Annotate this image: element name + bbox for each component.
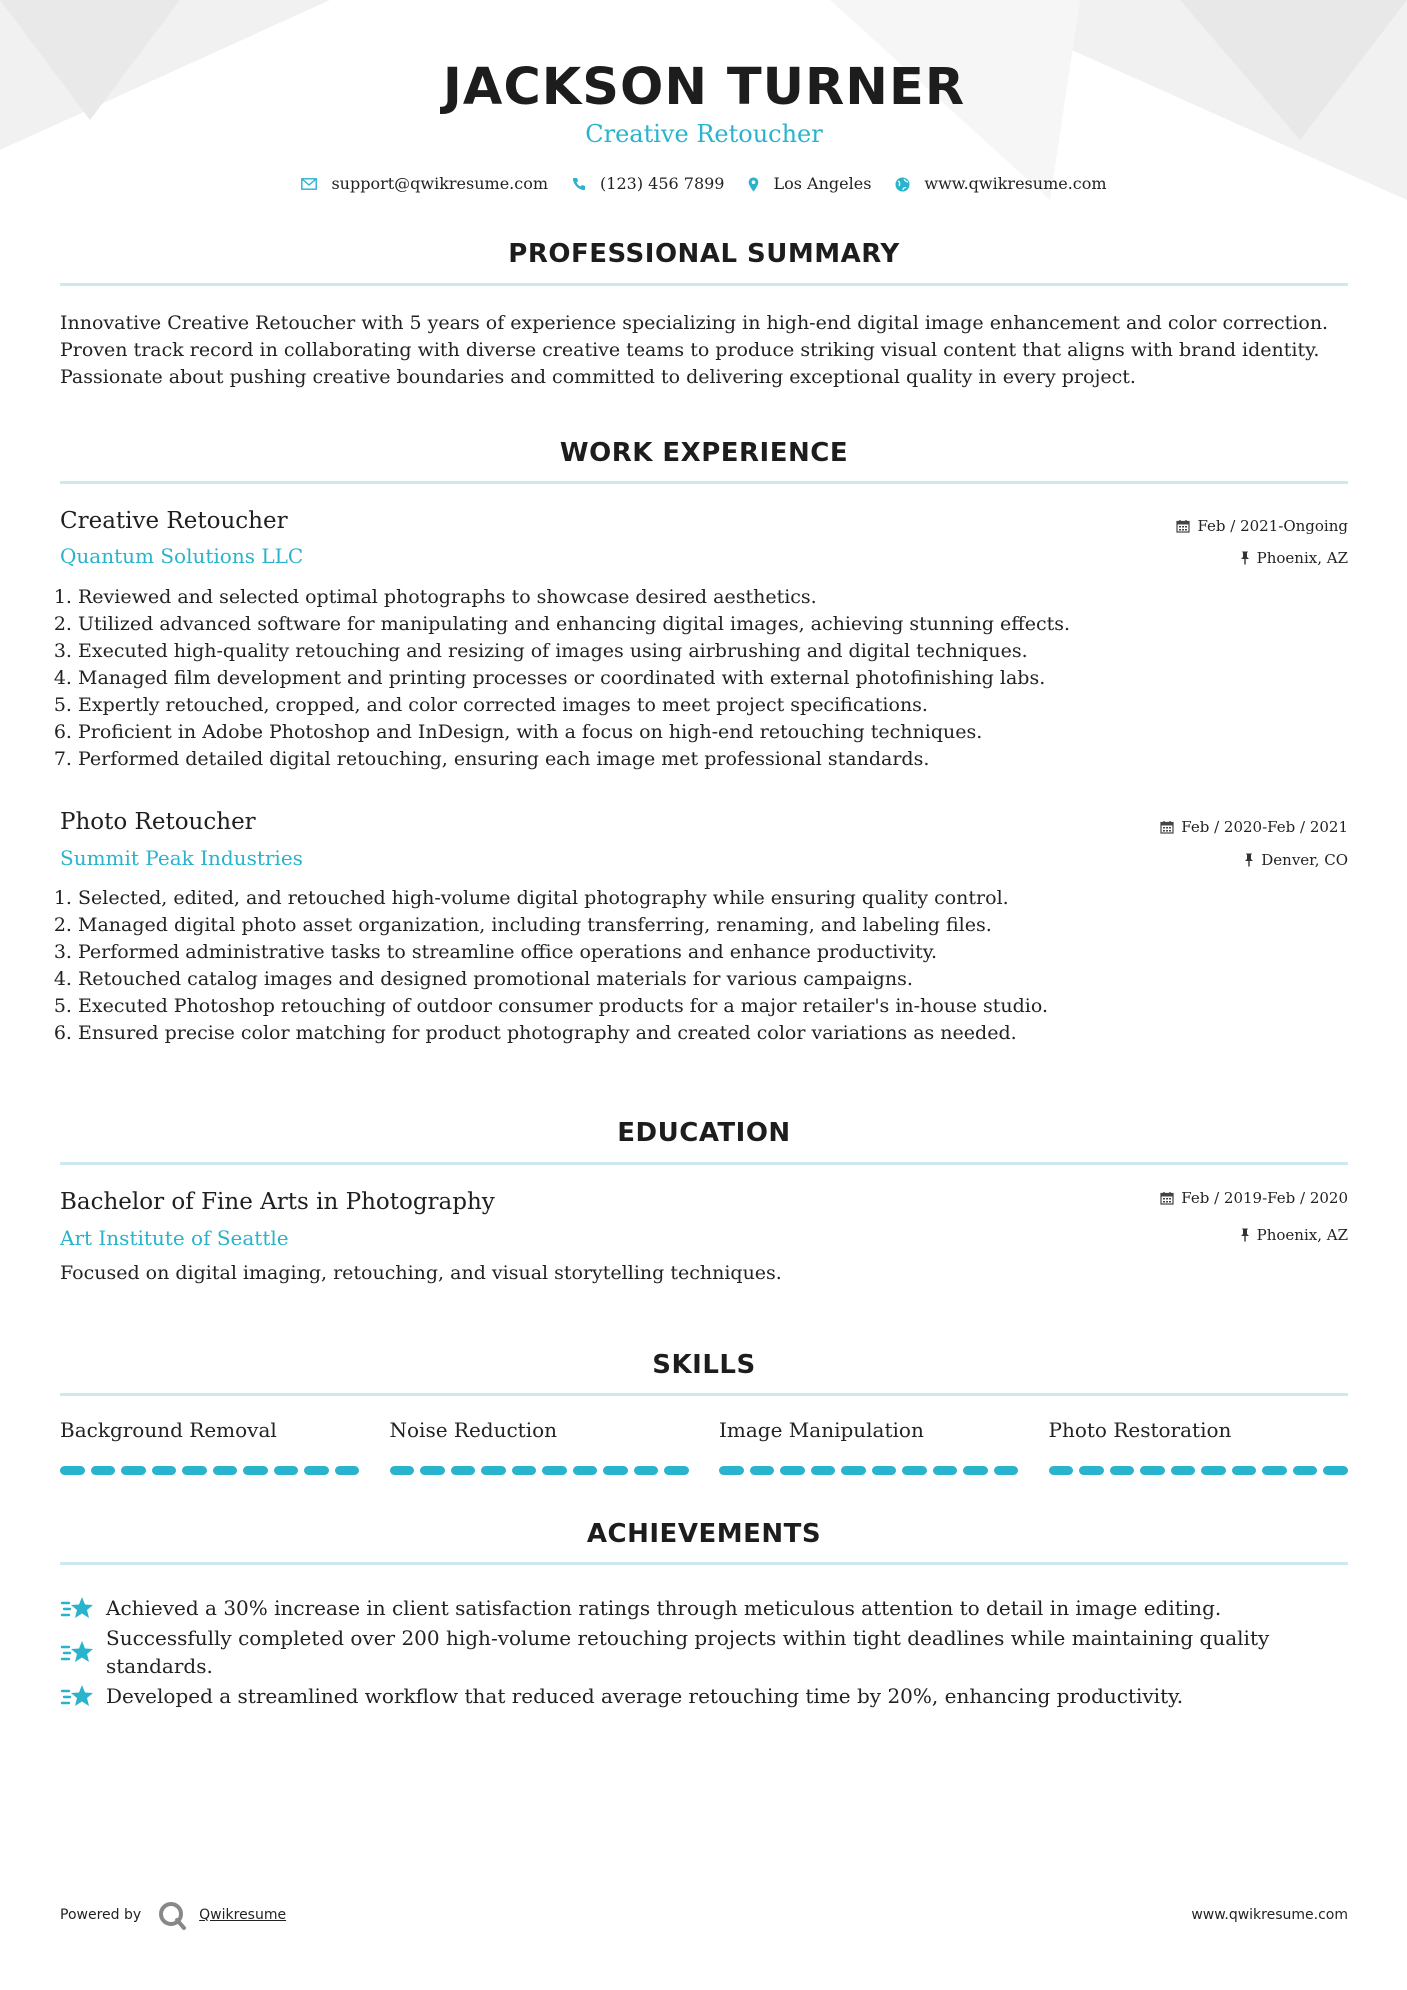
education-location-text: Phoenix, AZ — [1256, 1226, 1348, 1244]
skill-level-segment — [933, 1466, 958, 1475]
job-bullet: 2. Utilized advanced software for manipulating and enhancing digital images, achieving stunning effects. — [78, 611, 1366, 638]
skill-name: Photo Restoration — [1048, 1418, 1232, 1442]
education-school: Art Institute of Seattle — [60, 1226, 289, 1250]
contact-website-text: www.qwikresume.com — [924, 174, 1107, 193]
achievement-text: Achieved a 30% increase in client satisfaction ratings through meticulous attention to detail in image editing. — [106, 1596, 1222, 1620]
skill-level-segment — [152, 1466, 177, 1475]
calendar-icon — [1160, 1191, 1174, 1205]
job-bullet: 1. Reviewed and selected optimal photographs to showcase desired aesthetics. — [78, 584, 1366, 611]
skill-level-segment — [719, 1466, 744, 1475]
skill-level-segment — [963, 1466, 988, 1475]
skill-level-segment — [451, 1466, 476, 1475]
job-bullet: 6. Proficient in Adobe Photoshop and InDesign, with a focus on high-end retouching techniques. — [78, 719, 1366, 746]
job-bullet: 6. Ensured precise color matching for product photography and created color variations as needed. — [78, 1020, 1366, 1047]
job-bullet: 5. Expertly retouched, cropped, and color corrected images to meet project specifications. — [78, 692, 1366, 719]
job-bullet: 3. Performed administrative tasks to streamline office operations and enhance productivity. — [78, 939, 1366, 966]
skill-level-segment — [390, 1466, 415, 1475]
skill-level-bar — [60, 1466, 360, 1475]
footer-brand-link[interactable]: Qwikresume — [199, 1907, 287, 1923]
contact-phone[interactable] — [572, 170, 724, 198]
pushpin-icon — [1244, 853, 1254, 867]
skill-level-segment — [420, 1466, 445, 1475]
job-location-text: Phoenix, AZ — [1256, 549, 1348, 567]
skill-level-segment — [841, 1466, 866, 1475]
section-divider — [60, 481, 1348, 484]
job-bullet: 5. Executed Photoshop retouching of outdoor consumer products for a major retailer's in-house studio. — [78, 993, 1366, 1020]
skill-level-segment — [1262, 1466, 1287, 1475]
skill-level-segment — [1293, 1466, 1318, 1475]
education-description: Focused on digital imaging, retouching, and visual storytelling techniques. — [60, 1262, 782, 1284]
powered-by-label: Powered by — [60, 1907, 142, 1923]
skill-item — [390, 1416, 690, 1475]
skill-level-segment — [1049, 1466, 1074, 1475]
job-location-text: Denver, CO — [1261, 851, 1348, 869]
education-dates-text: Feb / 2019-Feb / 2020 — [1181, 1189, 1348, 1207]
skill-level-segment — [243, 1466, 268, 1475]
achievement-item — [60, 1674, 1348, 1718]
skill-level-segment — [121, 1466, 146, 1475]
job-bullet: 2. Managed digital photo asset organization, including transferring, renaming, and labeling files. — [78, 912, 1366, 939]
section-divider — [60, 1393, 1348, 1396]
skill-level-bar — [1049, 1466, 1349, 1475]
job-dates-text: Feb / 2021-Ongoing — [1197, 517, 1348, 535]
skills-list — [60, 1416, 1348, 1475]
qwikresume-logo-icon — [157, 1900, 187, 1930]
contact-location — [748, 170, 871, 198]
skill-level-segment — [994, 1466, 1019, 1475]
skill-level-segment — [1201, 1466, 1226, 1475]
skill-level-segment — [1110, 1466, 1135, 1475]
achievement-item — [60, 1626, 1348, 1678]
shooting-star-icon — [60, 1594, 94, 1622]
section-title-experience: WORK EXPERIENCE — [559, 438, 849, 468]
skill-level-bar — [390, 1466, 690, 1475]
skill-level-segment — [902, 1466, 927, 1475]
calendar-icon — [1176, 519, 1190, 533]
candidate-name: JACKSON TURNER — [442, 58, 966, 117]
skill-level-segment — [1140, 1466, 1165, 1475]
education-location — [1240, 1224, 1348, 1246]
job-location — [1240, 547, 1348, 569]
skill-level-segment — [664, 1466, 689, 1475]
skill-item — [1049, 1416, 1349, 1475]
envelope-icon — [301, 178, 317, 190]
skill-level-segment — [1232, 1466, 1257, 1475]
skill-level-segment — [1079, 1466, 1104, 1475]
skill-level-bar — [719, 1466, 1019, 1475]
skill-level-segment — [811, 1466, 836, 1475]
skill-level-segment — [60, 1466, 85, 1475]
footer-website-link[interactable]: www.qwikresume.com — [1191, 1907, 1348, 1923]
shooting-star-icon — [60, 1682, 94, 1710]
calendar-icon — [1160, 820, 1174, 834]
skill-level-segment — [512, 1466, 537, 1475]
section-divider — [60, 1562, 1348, 1565]
job-location — [1244, 849, 1348, 871]
contact-bar — [60, 170, 1348, 198]
contact-website[interactable] — [895, 170, 1106, 198]
page-footer — [60, 1895, 1348, 1935]
skill-level-segment — [542, 1466, 567, 1475]
skill-level-segment — [481, 1466, 506, 1475]
contact-email[interactable] — [301, 170, 548, 198]
skill-item — [60, 1416, 360, 1475]
phone-icon — [572, 177, 586, 191]
contact-email-text: support@qwikresume.com — [331, 174, 549, 193]
skill-level-segment — [750, 1466, 775, 1475]
achievements-list — [60, 1586, 1348, 1718]
job-bullet: 4. Managed film development and printing processes or coordinated with external photofinishing labs. — [78, 665, 1366, 692]
skill-level-segment — [274, 1466, 299, 1475]
section-divider — [60, 1162, 1348, 1165]
skill-name: Background Removal — [60, 1418, 277, 1442]
shooting-star-icon — [60, 1638, 94, 1666]
skill-level-segment — [780, 1466, 805, 1475]
summary-text: Innovative Creative Retoucher with 5 years of experience specializing in high-end digital image enhancement and color correction. Proven track record in collaborating with diverse creative teams to produce striking visual content that aligns with brand identity. Passionate about pushing creative boundaries and committed to delivering exceptional quality in every project. — [60, 312, 1329, 388]
education-dates — [1160, 1187, 1348, 1209]
contact-location-text: Los Angeles — [773, 174, 872, 193]
section-divider — [60, 283, 1348, 286]
section-title-summary: PROFESSIONAL SUMMARY — [508, 239, 900, 269]
skill-name: Image Manipulation — [719, 1418, 924, 1442]
skill-level-segment — [573, 1466, 598, 1475]
job-title: Creative Retoucher — [60, 508, 288, 534]
achievement-text: Successfully completed over 200 high-volume retouching projects within tight deadlines while maintaining quality standards. — [106, 1626, 1270, 1678]
pushpin-icon — [1240, 551, 1250, 565]
skill-level-segment — [91, 1466, 116, 1475]
skill-level-segment — [1171, 1466, 1196, 1475]
pushpin-icon — [1240, 1228, 1250, 1242]
skill-level-segment — [304, 1466, 329, 1475]
globe-icon — [895, 177, 910, 192]
section-title-achievements: ACHIEVEMENTS — [586, 1519, 822, 1549]
job-company: Summit Peak Industries — [60, 846, 303, 870]
job-bullet: 7. Performed detailed digital retouching, ensuring each image met professional standards. — [78, 746, 1366, 773]
job-title: Photo Retoucher — [60, 809, 256, 835]
skill-level-segment — [335, 1466, 360, 1475]
job-bullet: 4. Retouched catalog images and designed promotional materials for various campaigns. — [78, 966, 1366, 993]
education-degree: Bachelor of Fine Arts in Photography — [60, 1189, 495, 1215]
skill-level-segment — [872, 1466, 897, 1475]
achievement-text: Developed a streamlined workflow that reduced average retouching time by 20%, enhancing productivity. — [106, 1684, 1184, 1708]
job-bullets — [60, 885, 1366, 1047]
candidate-title: Creative Retoucher — [585, 120, 823, 148]
job-bullet: 1. Selected, edited, and retouched high-volume digital photography while ensuring quality control. — [78, 885, 1366, 912]
skill-name: Noise Reduction — [389, 1418, 558, 1442]
section-title-education: EDUCATION — [617, 1118, 791, 1148]
job-bullets — [60, 584, 1366, 773]
job-dates — [1176, 515, 1348, 537]
section-title-skills: SKILLS — [652, 1350, 756, 1380]
skill-level-segment — [213, 1466, 238, 1475]
skill-item — [719, 1416, 1019, 1475]
powered-by — [60, 1895, 286, 1935]
job-company: Quantum Solutions LLC — [60, 544, 304, 568]
skill-level-segment — [1323, 1466, 1348, 1475]
job-bullet: 3. Executed high-quality retouching and resizing of images using airbrushing and digital techniques. — [78, 638, 1366, 665]
skill-level-segment — [634, 1466, 659, 1475]
job-dates-text: Feb / 2020-Feb / 2021 — [1181, 818, 1348, 836]
contact-phone-text: (123) 456 7899 — [600, 174, 725, 193]
job-dates — [1160, 816, 1348, 838]
skill-level-segment — [603, 1466, 628, 1475]
map-pin-icon — [748, 177, 759, 192]
skill-level-segment — [182, 1466, 207, 1475]
